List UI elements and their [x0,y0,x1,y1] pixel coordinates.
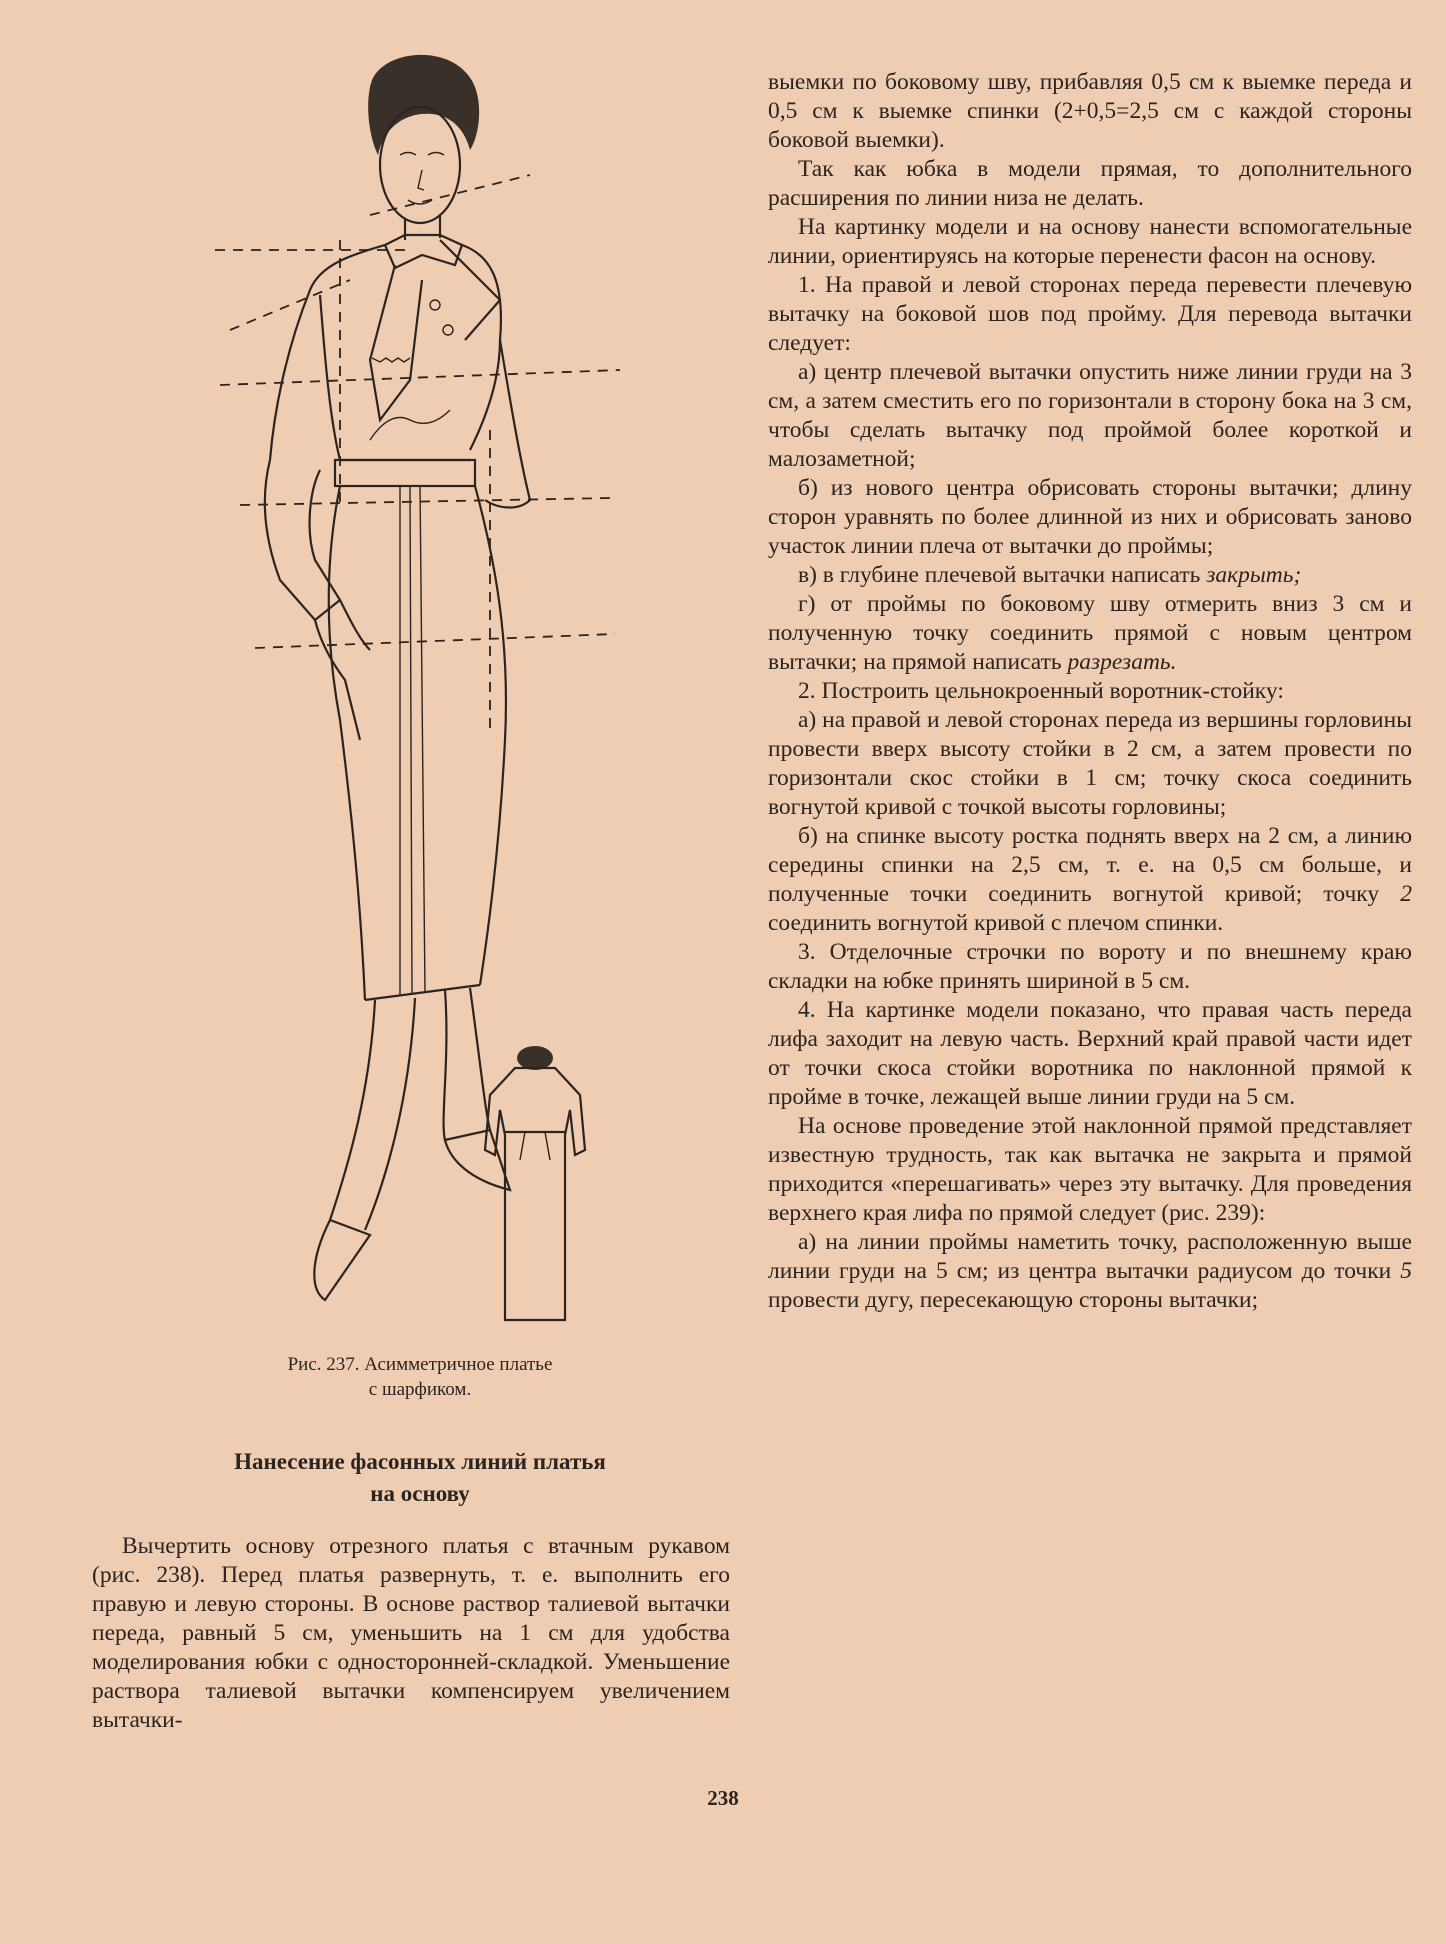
guide-line-yoke [230,280,350,330]
eyes [400,153,444,156]
skirt-left-side [329,486,365,1000]
asymmetric-dress-drawing [200,40,640,1340]
left-shoe [314,1220,370,1300]
guide-line-waist [240,498,610,505]
figure-caption [200,1352,640,1402]
scarf-fringe [372,358,410,362]
step-2b-number: 2 [1400,881,1413,907]
dress-back-view [485,1046,585,1320]
right-column-text [768,68,1412,1315]
left-shoulder-sleeve [270,245,385,460]
bodice-folds [370,410,450,440]
face [380,107,460,223]
button-1 [430,300,440,310]
paragraph-step-3: 3. Отделочные строчки по вороту и по внешнему краю складки на юбке принять шириной в 5 см. [768,939,1412,994]
back-view-belt-ties [520,1132,550,1160]
section-heading-line-1: Нанесение фасонных линий платья [234,1449,606,1474]
paragraph-step-4a [768,1228,1412,1315]
left-armhole [320,295,340,460]
step-4a-number: 5 [1400,1258,1412,1284]
scarf [370,265,422,420]
paragraph-step-2a: а) на правой и левой сторонах переда из вершины горловины провести вверх высоту стойки в 2 см, а затем провести по горизонтали скос стойки в 1 см; точку скоса соединить вогнутой кривой с точкой высоты горловины; [768,707,1412,820]
step-2b-text-a: б) на спинке высоту ростка поднять вверх на 2 см, а линию середины спинки на 2,5 см, т. е. на 0,5 см больше, и полученные точки соединить вогнутой кривой; точку [768,823,1412,907]
step-1g-italic: разрезать. [1067,649,1177,675]
step-1g-text: г) от проймы по боковому шву отмерить вниз 3 см и полученную точку соединить прямой с новым центром вытачки; на прямой написать [768,591,1412,675]
paragraph-step-4-note: На основе проведение этой наклонной прямой представляет известную трудность, так как вытачка не закрыта и прямой приходится «перешагивать» через эту вытачку. Для проведения верхнего края лифа по прямой следует (рис. 239): [768,1113,1412,1226]
belt [335,460,475,486]
paragraph-step-1: 1. На правой и левой сторонах переда перевести плечевую вытачку на боковой шов под пройму. Для перевода вытачки следует: [768,272,1412,356]
button-2 [443,325,453,335]
paragraph-step-1a: а) центр плечевой вытачки опустить ниже линии груди на 3 см, а затем сместить его по горизонтали в сторону бока на 3 см, чтобы сделать вытачку под проймой более короткой и малозаметной; [768,359,1412,472]
paragraph-skirt: Так как юбка в модели прямая, то дополнительного расширения по линии низа не делать. [768,156,1412,211]
left-column-text [92,1532,730,1735]
back-view-dress [485,1068,585,1320]
paragraph-aux-lines: На картинку модели и на основу нанести вспомогательные линии, ориентируясь на которые перенести фасон на основу. [768,214,1412,269]
step-1v-italic: закрыть; [1206,562,1302,588]
guide-line-hip [255,634,615,648]
step-4a-text-b: провести дугу, пересекающую стороны вытачки; [768,1287,1259,1313]
caption-line-1: Рис. 237. Асимметричное платье [287,1354,553,1375]
page-number: 238 [707,1786,739,1810]
paragraph-step-4: 4. На картинке модели показано, что правая часть переда лифа заходит на левую часть. Верхний край правой части идет от точки скоса стойки воротника по наклонной прямой к пройме в точке, лежащей выше линии груди на 5 см. [768,997,1412,1110]
dress-illustration [200,40,640,1340]
section-heading-line-2: на основу [370,1481,470,1506]
paragraph-step-1b: б) из нового центра обрисовать стороны вытачки; длину сторон уравнять по более длинной из них и обрисовать заново участок линии плеча от вытачки до проймы; [768,475,1412,559]
right-leg [444,988,490,1140]
left-leg [330,998,415,1230]
right-arm [485,340,530,508]
paragraph-continuation: выемки по боковому шву, прибавляя 0,5 см к выемке переда и 0,5 см к выемке спинки (2+0,5=2,5 см с каждой стороны боковой выемки). [768,69,1412,153]
left-hand [315,600,370,740]
caption-line-2: с шарфиком. [368,1379,472,1400]
skirt-pleat-stitching [400,486,425,995]
nose [418,170,424,190]
paragraph-step-2b [768,822,1412,938]
skirt-hem [365,985,480,1000]
step-1v-text: в) в глубине плечевой вытачки написать [798,562,1201,588]
paragraph-step-1v [768,561,1412,590]
paragraph-intro: Вычертить основу отрезного платья с втачным рукавом (рис. 238). Перед платья развернуть, т. е. выполнить его правую и левую стороны. В основе раствор талиевой вытачки переда, равный 5 см, уменьшить на 1 см для удобства моделирования юбки с односторонней-складкой. Уменьшение раствора талиевой вытачки компенсируем увеличением вытачки- [92,1533,730,1733]
back-view-head [517,1046,553,1070]
section-heading [130,1446,710,1510]
step-2b-text-b: соединить вогнутой кривой с плечом спинки. [768,910,1224,936]
paragraph-step-2: 2. Построить цельнокроенный воротник-стойку: [798,678,1284,704]
paragraph-step-1g [768,590,1412,677]
right-shoe [445,1130,510,1190]
step-4a-text-a: а) на линии проймы наметить точку, расположенную выше линии груди на 5 см; из центра вытачки радиусом до точки [768,1229,1412,1284]
right-shoulder [462,245,501,450]
guide-line-bust [220,370,620,385]
